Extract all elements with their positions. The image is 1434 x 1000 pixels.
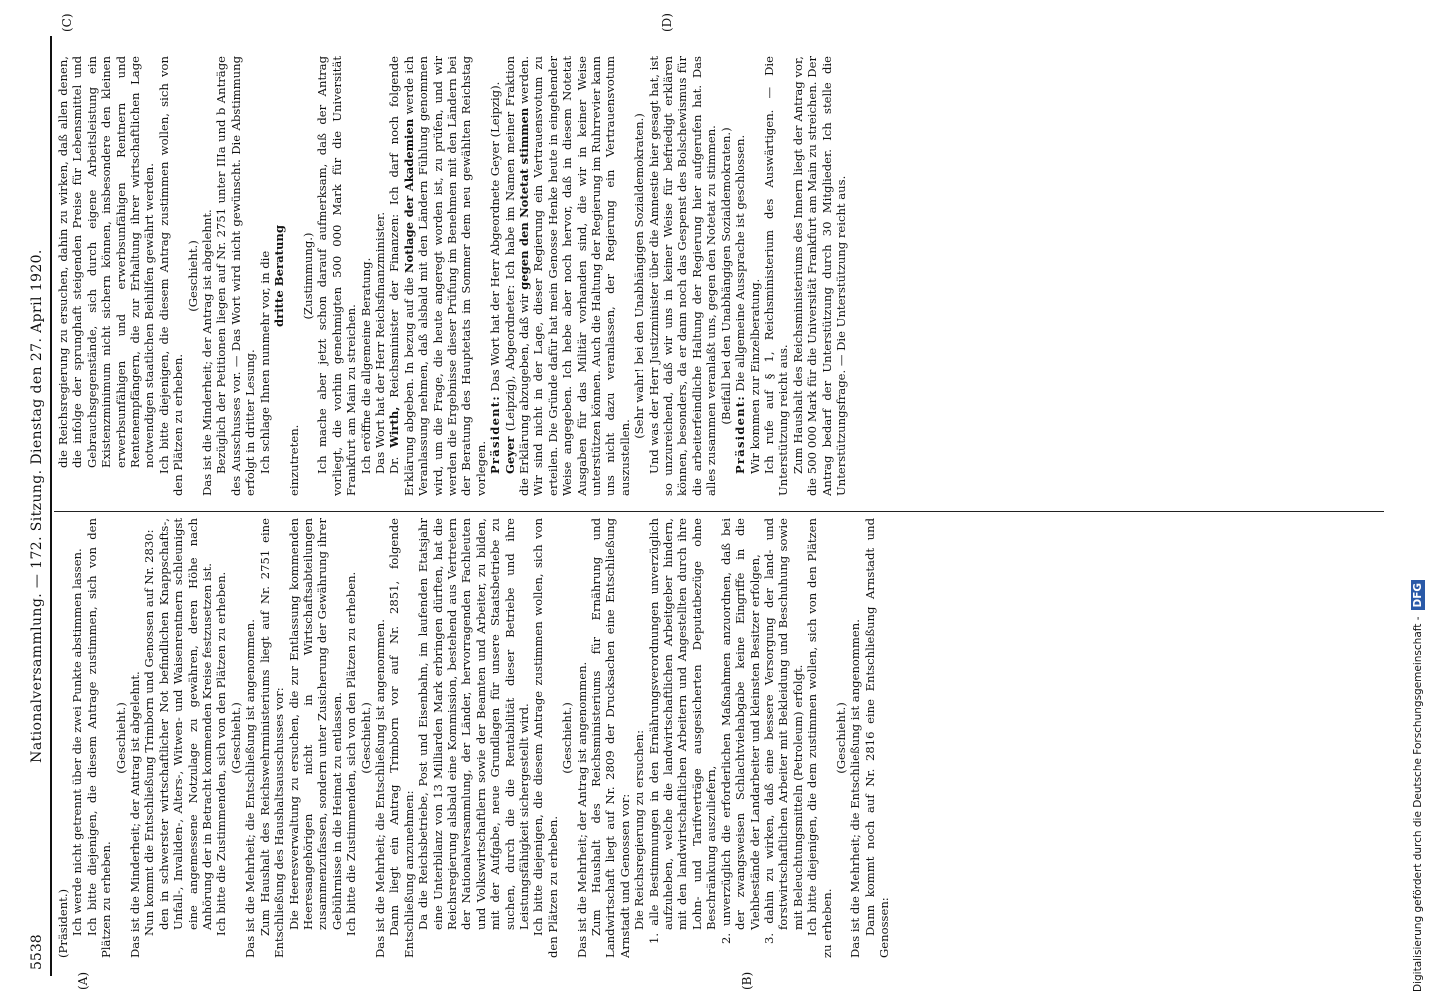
emphasis: gegen den Notetat stimmen xyxy=(517,107,531,290)
stage-direction: (Geschieht.) xyxy=(358,702,373,774)
motion-text: die Reichsregierung zu ersuchen, dahin zu wirken, daß allen denen, die infolge der sprunghaft steigenden Preise für Lebensmittel und Gebrauchsgegenstände, sich durch eigene Arbeitsleistung ein Existenzminimum nicht sichern können, insbesondere den kleinen erwerbsunfähigen und erwerbsunfähigen Rentnern und Rentenempfängern, die zur Erhaltung ihrer wirtschaftlichen Lage notwendigen staatlichen Beihilfen gewährt werden. xyxy=(56,56,157,468)
numbered-item: 3. dahin zu wirken, daß eine bessere Versorgung der land- und forstwirtschaftlichen Arbeiter mit Bekleidung und Beschuhung sowie mit Beleuchtungsmitteln (Petroleum) erfolgt. xyxy=(761,518,805,944)
motion-text: Die Heeresverwaltung zu ersuchen, die zur Entlassung kommenden Heeresangehörigen nicht in Wirtschaftsabteilungen zusammenzufassen, sondern unter Zusicherung der Gewährung ihrer Gebührnisse in die Heimat zu entlassen. xyxy=(286,518,344,930)
text-run: (Leipzig), Abgeordneter: Ich habe im Namen meiner Fraktion die Erklärung abzugeben, daß wir xyxy=(502,56,531,496)
dfg-logo: DFG xyxy=(1411,580,1425,611)
paragraph: Ich werde nicht getrennt über die zwei Punkte abstimmen lassen. xyxy=(70,548,85,936)
paragraph: Das ist die Minderheit; der Antrag ist abgelehnt. xyxy=(200,209,215,496)
paragraph: Dann liegt ein Antrag Trimborn vor auf Nr. 2851, folgende Entschließung anzunehmen: xyxy=(387,518,416,958)
page-header xyxy=(28,36,46,976)
paragraph: Ich bitte diejenigen, die dem zustimmen wollen, sich von den Plätzen zu erheben. xyxy=(805,518,834,958)
stage-direction: (Geschieht.) xyxy=(833,702,848,774)
stage-direction: (Zustimmung.) xyxy=(300,232,315,320)
paragraph: Ich rufe auf § 1, Reichsministerium des Auswärtigen. — Die Unterstützung reicht aus. xyxy=(761,56,791,496)
paragraph xyxy=(258,56,272,496)
paragraph: Das ist die Minderheit; der Antrag ist abgelehnt. xyxy=(128,671,143,958)
margin-marker-b: (B) xyxy=(740,971,754,990)
paragraph: Das ist die Mehrheit; der Antrag ist angenommen. xyxy=(574,661,589,958)
paragraph: Dann kommt noch auf Nr. 2816 eine Entschließung Arnstadt und Genossen: xyxy=(862,518,892,958)
text-run: Die allgemeine Aussprache ist geschlossen. xyxy=(733,134,748,396)
paragraph: Bezüglich der Petitionen liegen auf Nr. 2751 unter IIIa und b Anträge des Ausschusses vor. — Das Wort wird nicht gewünscht. Die Abstimmung erfolgt in dritter Lesung. xyxy=(214,56,258,496)
paragraph: Ich bitte diejenigen, die diesem Antrage zustimmen wollen, sich von den Plätzen zu erheben. xyxy=(531,518,560,958)
stage-direction: (Geschieht.) xyxy=(560,702,575,774)
paragraph: Zum Haushalt des Reichsministeriums für Ernährung und Landwirtschaft liegt auf Nr. 2809 der Drucksachen eine Entschließung Arnstadt und Genossen vor: xyxy=(589,518,632,958)
speaker-label: (Präsident.) xyxy=(56,888,70,958)
paragraph: Das ist die Mehrheit; die Entschließung ist angenommen. xyxy=(848,619,863,958)
speech-geyer xyxy=(503,56,633,496)
paragraph: einzutreten. xyxy=(286,424,301,496)
heading-text: dritte Beratung xyxy=(272,225,287,327)
speech-president xyxy=(733,56,747,496)
funding-text: Digitalisierung gefördert durch die Deutsche Forschungsgemeinschaft - xyxy=(1412,616,1424,992)
paragraph: Ich bitte die Zustimmenden, sich von den Plätzen zu erheben. xyxy=(214,571,229,936)
speaker-name: Präsident: xyxy=(733,395,748,474)
column-divider xyxy=(54,511,1384,512)
text-run: Reichsminister der Finanzen: Ich darf noch folgende Erklärung abgeben. In bezug auf die xyxy=(387,56,416,496)
page-number: 5538 xyxy=(29,934,45,970)
paragraph: Ich bitte diejenigen, die diesem Antrag zustimmen wollen, sich von den Plätzen zu erheben. xyxy=(156,56,186,496)
speech-president xyxy=(488,56,502,496)
motion-text: Die Reichsregierung zu ersuchen: xyxy=(632,729,647,930)
page-title: Nationalversammlung. — 172. Sitzung. Dienstag den 27. April 1920. xyxy=(29,249,45,763)
funding-note xyxy=(1408,8,1428,992)
text-run: werde ich Veranlassung nehmen, daß alsbald mit den Ländern Fühlung genommen wird, um die Frage, die heute angeregt worden ist, zu prüfen, und wir werden die Ergebnisse dieser Prüfung im Benehmen mit den Ländern bei der Beratung des Hauptetats im Sommer dem neu gewählten Reichstag vorlegen. xyxy=(401,56,488,496)
paragraph: Zum Haushalt des Reichswehrministeriums liegt auf Nr. 2751 eine Entschließung des Haushaltsausschusses vor: xyxy=(257,518,287,958)
margin-marker-c: (C) xyxy=(60,13,74,32)
speaker-name: Wirth, xyxy=(387,406,402,448)
text-run: werden. Wir sind nicht in der Lage, dieser Regierung ein Vertrauensvotum zu erteilen. Die Gründe dafür hat mein Genosse Henke heute in eingehender Weise angegeben. Ich hebe aber noch hervor, daß in diesem Notetat Ausgaben für das Militär vorhanden sind, die wir in keiner Weise unterstützen können. Auch die Haltung der Regierung im Ruhrrevier kann uns nicht dazu veranlassen, der Regierung ein Vertrauensvotum auszustellen. xyxy=(517,56,632,496)
paragraph: Und was der Herr Justizminister über die Amnestie hier gesagt hat, ist so unzureichend, daß wir uns in keiner Weise für befriedigt erklären können, besonders, da er dann noch das Gespenst des Bolschewismus für die arbeiterfeindliche Haltung der Regierung hier aufgerufen hat. Das alles zusammen veranlaßt uns, gegen den Notetat zu stimmen. xyxy=(646,56,719,496)
section-heading xyxy=(272,56,286,496)
paragraph: Zum Haushalt des Reichsministeriums des Innern liegt der Antrag vor, die 500 000 Mark für die Universität Frankfurt am Main zu streichen. Der Antrag bedarf der Unterstützung durch 30 Mitglieder. Ich stelle die Unterstützungsfrage. — Die Unterstützung reicht aus. xyxy=(790,56,848,496)
text-run: Das Wort hat der Herr Abgeordnete Geyer (Leipzig). xyxy=(488,81,503,396)
text-run: Dr. xyxy=(387,447,402,474)
paragraph: Wir kommen zur Einzelberatung. xyxy=(747,278,762,474)
funding-note-text xyxy=(1408,8,1428,992)
stage-direction: (Geschieht.) xyxy=(228,702,243,774)
margin-marker-d: (D) xyxy=(660,13,674,32)
paragraph: Das Wort hat der Herr Reichsfinanzminister. xyxy=(372,211,387,474)
paragraph: Ich bitte die Zustimmenden, sich von den Plätzen zu erheben. xyxy=(344,571,359,936)
stage-direction: (Geschieht.) xyxy=(185,240,200,312)
paragraph: Das ist die Mehrheit; die Entschließung ist angenommen. xyxy=(372,619,387,958)
numbered-item: 2. unverzüglich die erforderlichen Maßnahmen anzuordnen, daß bei der zwangsweisen Schlachtviehabgabe keine Eingriffe in die Viehbestände der Landarbeiter und kleinsten Besitzer erfolgen, xyxy=(718,518,762,944)
paragraph: Ich eröffne die allgemeine Beratung. xyxy=(358,257,373,474)
right-column xyxy=(56,56,1386,496)
emphasis: Notlage der Akademien xyxy=(401,118,416,274)
paragraph: Nun kommt die Entschließung Trimborn und Genossen auf Nr. 2830: xyxy=(142,529,157,936)
stage-direction: (Beifall bei den Unabhängigen Sozialdemokraten.) xyxy=(718,127,733,425)
rotated-page xyxy=(20,13,1400,990)
margin-marker-a: (A) xyxy=(76,971,90,990)
left-column xyxy=(56,518,1386,958)
numbered-item: 1. alle Bestimmungen in den Ernährungsverordnungen unverzüglich aufzuheben, welche die landwirtschaftlichen Arbeitgeber hindern, mit den landwirtschaftlichen Arbeitern und Angestellten durch ihre Lohn- und Tarifverträge ausgesicherten Deputatbezüge ohne Beschränkung auszuliefern, xyxy=(646,518,719,944)
paragraph: Ich bitte diejenigen, die diesem Antrage zustimmen, sich von den Plätzen zu erheben. xyxy=(84,518,114,958)
text-run: Ich schlage Ihnen nunmehr vor, in die xyxy=(257,250,272,474)
header-rule xyxy=(50,36,52,976)
paragraph: Das ist die Mehrheit; die Entschließung ist angenommen. xyxy=(243,619,258,958)
speech-wirth xyxy=(387,56,488,496)
speaker-name: Präsident: xyxy=(488,395,503,474)
motion-text: den in schwerster wirtschaftlicher Not befindlichen Knappschafts-, Unfall-, Invaliden-, Alters-, Witwen- und Waisenrentnern schleunigst eine angemessene Notzulage zu gewähren, deren Höhe nach Anhörung der in Betracht kommenden Kreise festzusetzen ist. xyxy=(156,518,215,930)
motion-text: Da die Reichsbetriebe, Post und Eisenbahn, im laufenden Etatsjahr eine Unterbilanz von 13 Milliarden Mark erbringen dürften, hat die Reichsregierung alsbald eine Kommission, bestehend aus Vertretern der Nationalversammlung, der Länder, hervorragenden Fachleuten und Volkswirtschaftlern sowie der Beamten und Arbeiter, zu bilden, mit der Aufgabe, neue Grundlagen für unsere Staatsbetriebe zu suchen, durch die die Rentabilität dieser Betriebe und ihre Leistungsfähigkeit sichergestellt wird. xyxy=(416,518,531,930)
speaker-name: Geyer xyxy=(502,436,517,474)
stage-direction: (Sehr wahr! bei den Unabhängigen Sozialdemokraten.) xyxy=(632,113,647,439)
paragraph: Ich mache aber jetzt schon darauf aufmerksam, daß der Antrag vorliegt, die vorhin genehmigten 500 000 Mark für die Universität Frankfurt am Main zu streichen. xyxy=(315,56,359,496)
stage-direction: (Geschieht.) xyxy=(113,702,128,774)
